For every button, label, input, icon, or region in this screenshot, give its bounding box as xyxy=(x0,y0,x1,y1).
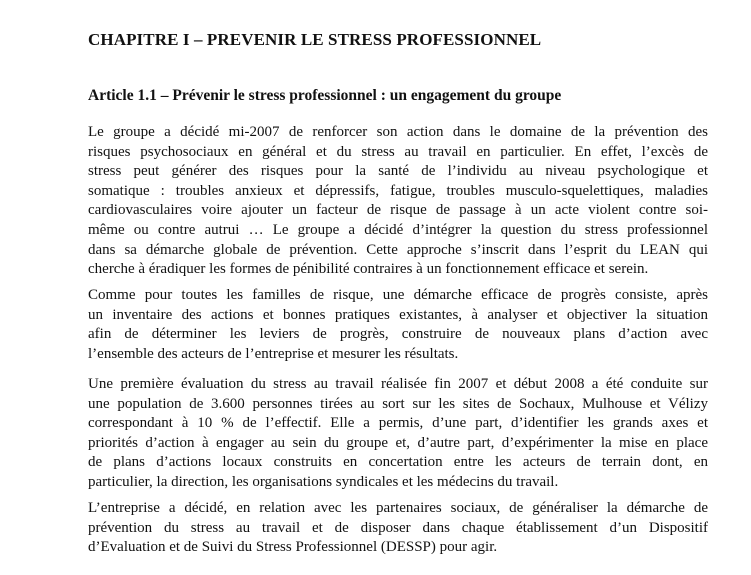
paragraph-desp-generalisation xyxy=(88,499,708,558)
paragraph-line: L’entreprise a décidé, en relation avec les partenaires sociaux, de généraliser la démarche de xyxy=(88,500,708,516)
paragraph-progress-approach xyxy=(88,286,708,364)
paragraph-first-evaluation xyxy=(88,375,708,493)
paragraph-line: une population de 3.600 personnes tirées au sort sur les sites de Sochaux, Mulhouse et Vélizy xyxy=(88,395,708,412)
paragraph-line: l’ensemble des acteurs de l’entreprise et mesurer les résultats. xyxy=(88,345,459,362)
paragraph-line: d’Evaluation et de Suivi du Stress Professionnel (DESSP) pour agir. xyxy=(88,539,498,556)
paragraph-line: un inventaire des actions et bonnes pratiques existantes, à analyser et objectiver la situation xyxy=(88,306,708,323)
paragraph-line: afin de déterminer les leviers de progrès, construire de nouveaux plans d’action avec xyxy=(88,326,708,343)
paragraph-line: cardiovasculaires voire ajouter un facteur de risque de passage à un acte violent contre soi- xyxy=(88,202,708,219)
paragraph-stress-prevention-intro xyxy=(88,123,708,280)
paragraph-line: cherche à éradiquer les formes de pénibilité contraires à un fonctionnement efficace et serein. xyxy=(88,261,649,278)
paragraph-line: risques psychosociaux en général et du stress au travail en particulier. En effet, l’excès de xyxy=(88,143,708,160)
paragraph-line: de plans d’actions locaux construits en concertation entre les acteurs de terrain dont, en xyxy=(88,454,708,471)
paragraph-line: prévention du stress au travail et de disposer dans chaque établissement d’un Dispositif xyxy=(88,519,708,536)
paragraph-line: dans sa démarche globale de prévention. Cette approche s’inscrit dans l’esprit du LEAN qui xyxy=(88,241,708,258)
article-title: Article 1.1 – Prévenir le stress professionnel : un engagement du groupe xyxy=(88,87,562,104)
paragraph-line: même ou contre autrui … Le groupe a décidé d’intégrer la question du stress professionnel xyxy=(88,221,708,238)
paragraph-line: Comme pour toutes les familles de risque, une démarche efficace de progrès consiste, après xyxy=(88,287,708,303)
paragraph-line: Une première évaluation du stress au travail réalisée fin 2007 et début 2008 a été conduite sur xyxy=(88,376,708,392)
paragraph-line: stress peut générer des risques pour la santé de l’individu au niveau psychologique et xyxy=(88,163,708,180)
paragraph-line: correspondant à 10 % de l’effectif. Elle a permis, d’une part, d’identifier les grands axes et xyxy=(88,415,708,432)
paragraph-line: priorités d’action à engager au sein du groupe et, d’autre part, d’expérimenter la mise en place xyxy=(88,434,708,451)
paragraph-line: particulier, la direction, les organisations syndicales et les médecins du travail. xyxy=(88,473,559,490)
paragraph-line: somatique : troubles anxieux et dépressifs, fatigue, troubles musculo-squelettiques, maladies xyxy=(88,182,708,199)
chapter-title: CHAPITRE I – PREVENIR LE STRESS PROFESSIONNEL xyxy=(88,30,542,49)
paragraph-line: Le groupe a décidé mi-2007 de renforcer son action dans le domaine de la prévention des xyxy=(88,124,708,140)
